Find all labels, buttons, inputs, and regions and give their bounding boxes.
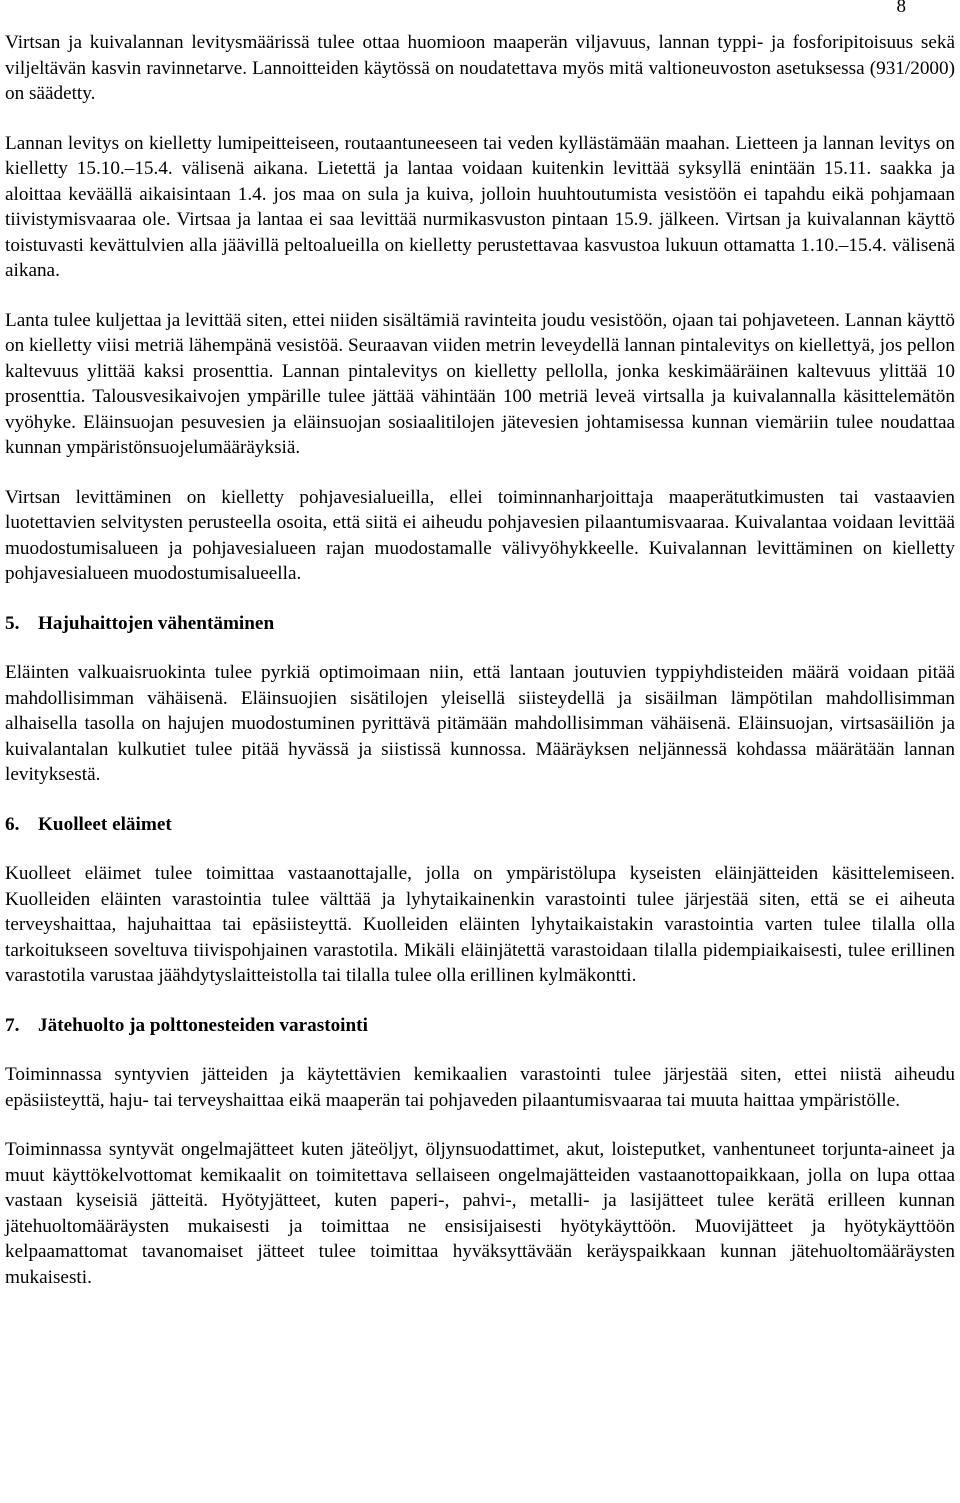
section-title: Hajuhaittojen vähentäminen xyxy=(38,612,275,634)
paragraph: Kuolleet eläimet tulee toimittaa vastaanottajalle, jolla on ympäristölupa kyseisten eläinjätteiden käsittelemiseen. Kuolleiden eläinten varastointia tulee välttää ja lyhytaikainenkin varastointi tulee järjestää siten, että se ei aiheuta terveyshaittaa, hajuhaittaa tai epäsiisteyttä. Kuolleiden eläinten lyhytaikaistakin varastointia varten tulee tilalla olla tarkoitukseen soveltuva tiivispohjainen varastotila. Mikäli eläinjätettä varastoidaan tilalla pidempiaikaisesti, tulee erillinen varastotila varustaa jäähdytyslaitteistolla tai tilalla tulee olla erillinen kylmäkontti. xyxy=(5,863,955,986)
section-number: 5. xyxy=(5,612,20,634)
paragraph: Virtsan levittäminen on kielletty pohjavesialueilla, ellei toiminnanharjoittaja maaperätutkimusten tai vastaavien luotettavien selvitysten perusteella osoita, että siitä ei aiheudu pohjavesien pilaantumisvaaraa. Kuivalantaa voidaan levittää muodostumisalueen ja pohjavesialueen rajan muodostamalle välivyöhykkeelle. Kuivalannan levittäminen on kielletty pohjavesialueen muodostumisalueella. xyxy=(5,486,955,584)
section-number: 7. xyxy=(5,1014,20,1036)
section-title: Jätehuolto ja polttonesteiden varastointi xyxy=(38,1014,368,1036)
section-title: Kuolleet eläimet xyxy=(38,813,172,835)
paragraph: Virtsan ja kuivalannan levitysmäärissä tulee ottaa huomioon maaperän viljavuus, lannan typpi- ja fosforipitoisuus sekä viljeltävän kasvin ravinnetarve. Lannoitteiden käytössä on noudatettava myös mitä valtioneuvoston asetuksessa (931/2000) on säädetty. xyxy=(5,32,955,104)
paragraph: Toiminnassa syntyvien jätteiden ja käytettävien kemikaalien varastointi tulee järjestää siten, ettei niistä aiheudu epäsiisteyttä, haju- tai terveyshaittaa eikä maaperän tai pohjaveden pilaantumisvaaraa tai muuta haittaa ympäristölle. xyxy=(5,1064,955,1111)
section-heading xyxy=(5,611,955,637)
paragraph: Lanta tulee kuljettaa ja levittää siten, ettei niiden sisältämiä ravinteita joudu vesistöön, ojaan tai pohjaveteen. Lannan käyttö on kielletty viisi metriä lähempänä vesistöä. Seuraavan viiden metrin leveydellä lannan pintalevitys on kiellettyä, jos pellon kaltevuus ylittää kaksi prosenttia. Lannan pintalevitys on kielletty pellolla, jonka keskimääräinen kaltevuus ylittää 10 prosenttia. Talousvesikaivojen ympärille tulee jättää vähintään 100 metriä leveä virtsalla ja kuivalannalla käsittelemätön vyöhyke. Eläinsuojan pesuvesien ja eläinsuojan sosiaalitilojen jätevesien johtamisessa kunnan viemäriin tulee noudattaa kunnan ympäristönsuojelumääräyksiä. xyxy=(5,309,955,458)
paragraph: Lannan levitys on kielletty lumipeitteiseen, routaantuneeseen tai veden kyllästämään maahan. Lietteen ja lannan levitys on kielletty 15.10.–15.4. välisenä aikana. Lietettä ja lantaa voidaan kuitenkin levittää syksyllä enintään 15.11. saakka ja aloittaa keväällä aikaisintaan 1.4. jos maa on sula ja kuiva, jolloin huuhtoutumista vesistöön ei tapahdu eikä pohjamaan tiivistymisvaaraa ole. Virtsaa ja lantaa ei saa levittää nurmikasvuston pintaan 15.9. jälkeen. Virtsan ja kuivalannan käyttö toistuvasti kevättulvien alla jäävillä peltoalueilla on kielletty perustettavaa kasvustoa lukuun ottamatta 1.10.–15.4. välisenä aikana. xyxy=(5,132,955,281)
paragraph: Toiminnassa syntyvät ongelmajätteet kuten jäteöljyt, öljynsuodattimet, akut, loisteputket, vanhentuneet torjunta-aineet ja muut käyttökelvottomat kemikaalit on toimitettava sellaiseen ongelmajätteiden vastaanottopaikkaan, jolla on lupa ottaa vastaan kyseisiä jätteitä. Hyötyjätteet, kuten paperi-, pahvi-, metalli- ja lasijätteet tulee kerätä erilleen kunnan jätehuoltomääräysten mukaisesti ja toimittaa ne ensisijaisesti hyötykäyttöön. Muovijätteet ja hyötykäyttöön kelpaamattomat tavanomaiset jätteet tulee toimittaa hyväksyttävään keräyspaikkaan kunnan jätehuoltomääräysten mukaisesti. xyxy=(5,1139,955,1288)
section-number: 6. xyxy=(5,813,20,835)
section-heading xyxy=(5,812,955,838)
document-body xyxy=(5,30,955,1290)
section-heading xyxy=(5,1013,955,1039)
paragraph: Eläinten valkuaisruokinta tulee pyrkiä optimoimaan niin, että lantaan joutuvien typpiyhdisteiden määrä voidaan pitää mahdollisimman vähäisenä. Eläinsuojien sisätilojen yleisellä siisteydellä ja sisäilman lämpötilan mahdollisimman alhaisella tasolla on hajujen muodostuminen pyrittävä pitämään mahdollisimman vähäisenä. Eläinsuojan, virtsasäiliön ja kuivalantalan kulkutiet tulee pitää hyvässä ja siistissä kunnossa. Määräyksen neljännessä kohdassa määrätään lannan levityksestä. xyxy=(5,662,955,785)
page-number: 8 xyxy=(896,0,906,17)
